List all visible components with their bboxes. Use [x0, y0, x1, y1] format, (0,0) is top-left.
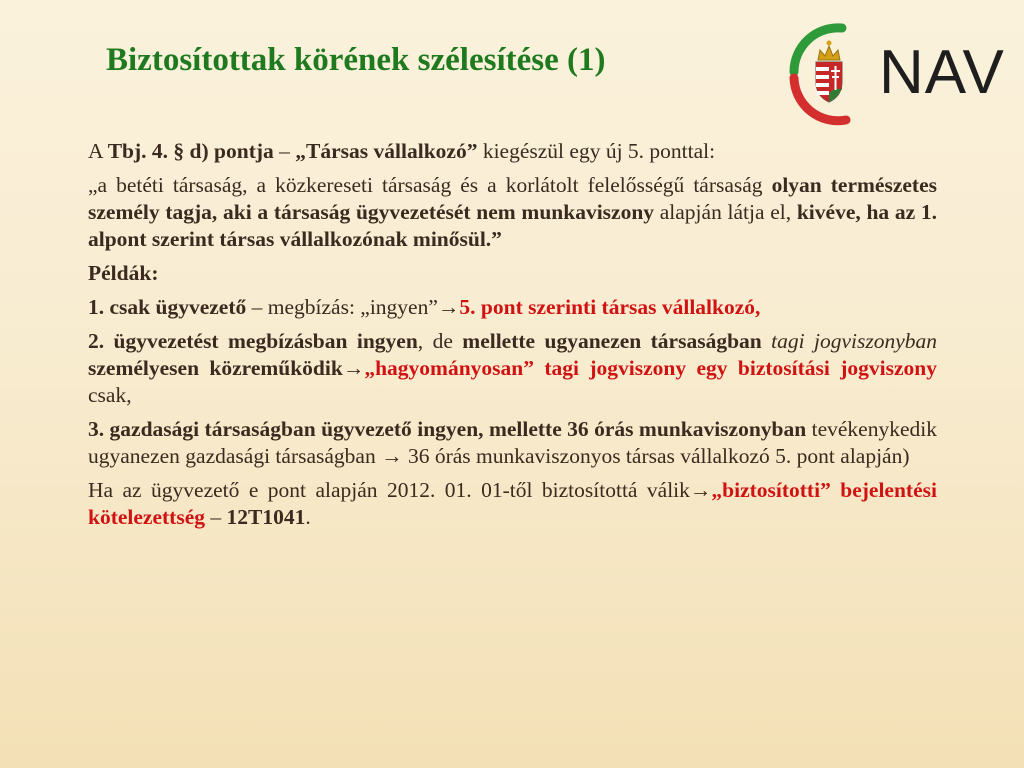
text-run: , de	[417, 329, 463, 353]
text-run: tevékenykedik ugyanezen gazdasági társaságban → 36 órás munkaviszonyos társas vállalkozó 5. pont alapján)	[88, 417, 937, 468]
slide-body	[88, 138, 937, 538]
example-item-2	[88, 328, 937, 409]
text-run-italic: tagi jogviszonyban	[771, 329, 938, 353]
text-run: .	[305, 505, 311, 529]
nav-logo	[786, 20, 1005, 126]
legal-reference: Tbj. 4. § d) pontja	[107, 139, 274, 163]
text-run-bold: olyan természetes személy tagja, aki a társaság ügyvezetését nem munkaviszony	[88, 173, 937, 224]
example-item-1	[88, 294, 937, 321]
text-run: A	[88, 139, 108, 163]
text-run-highlight: „hagyományosan” tagi jogviszony egy biztosítási jogviszony	[364, 356, 937, 380]
form-code: 12T1041	[226, 505, 306, 529]
term-tarsas-vallalkozo: „Társas vállalkozó”	[295, 139, 478, 163]
examples-heading	[88, 260, 937, 287]
heading-text: Példák:	[88, 261, 159, 285]
text-run-bold: személyesen közreműködik→	[88, 356, 365, 380]
text-run: –	[273, 139, 296, 163]
text-run: „a betéti társaság, a közkereseti társaság és a korlátolt felelősségű társaság	[88, 173, 772, 197]
text-run-highlight: „biztosítotti” bejelentési kötelezettség	[88, 478, 937, 529]
example-item-3	[88, 416, 937, 470]
text-run: kiegészül egy új 5. ponttal:	[477, 139, 716, 163]
paragraph-conclusion	[88, 477, 937, 531]
text-run: csak,	[88, 383, 132, 407]
slide-title: Biztosítottak körének szélesítése (1)	[106, 42, 606, 78]
text-run-bold: 2. ügyvezetést megbízásban ingyen	[88, 329, 418, 353]
text-run-bold: mellette ugyanezen társaságban	[462, 329, 772, 353]
text-run: –	[205, 505, 227, 529]
text-run-bold: kivéve, ha az 1. alpont szerint társas vállalkozónak minősül.”	[88, 200, 937, 251]
paragraph-intro	[88, 138, 937, 165]
text-run-highlight: 5. pont szerinti társas vállalkozó,	[459, 295, 761, 319]
text-run: alapján látja el,	[654, 200, 797, 224]
text-run-bold: 1. csak ügyvezető	[88, 295, 247, 319]
text-run: – megbízás: „ingyen”→	[246, 295, 460, 319]
nav-logo-text: NAV	[879, 38, 1005, 107]
hungarian-coat-of-arms-icon	[786, 20, 876, 126]
text-run-bold: 3. gazdasági társaságban ügyvezető ingyen, mellette 36 órás munkaviszonyban	[88, 417, 807, 441]
paragraph-quote	[88, 172, 937, 253]
text-run: Ha az ügyvezető e pont alapján 2012. 01. 01-től biztosítottá válik→	[88, 478, 712, 502]
